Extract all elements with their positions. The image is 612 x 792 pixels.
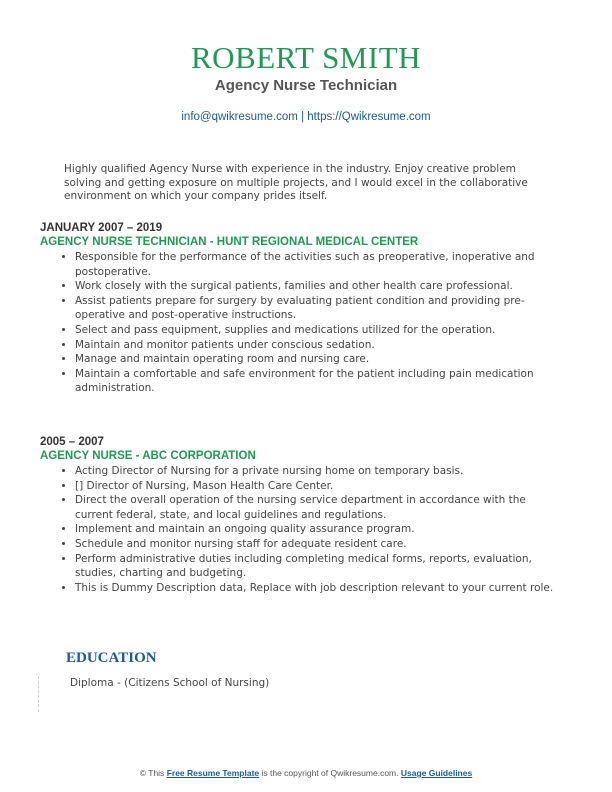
usage-guidelines-link[interactable]: Usage Guidelines <box>400 768 473 778</box>
job-bullet: • This is Dummy Description data, Replace with job description relevant to your current role. <box>75 581 560 596</box>
job-bullet: • Assist patients prepare for surgery by evaluating patient condition and providing pre-operative and post-operative instructions. <box>75 294 560 323</box>
footer-copyright: is the copyright of Qwikresume.com. <box>261 768 399 778</box>
free-resume-template-link[interactable]: Free Resume Template <box>166 768 260 778</box>
job-bullets <box>40 464 560 595</box>
job-bullet: • Manage and maintain operating room and nursing care. <box>75 352 560 367</box>
education-divider <box>38 676 39 712</box>
job-bullet: • Implement and maintain an ongoing quality assurance program. <box>75 522 560 537</box>
job-bullet: • Work closely with the surgical patients, families and other health care professional. <box>75 279 560 294</box>
footer-prefix: © This <box>139 768 165 778</box>
candidate-title: Agency Nurse Technician <box>214 77 398 94</box>
website-link[interactable]: https://Qwikresume.com <box>307 111 431 123</box>
job-employer: AGENCY NURSE - ABC CORPORATION <box>40 450 256 462</box>
email-link[interactable]: info@qwikresume.com <box>181 111 298 123</box>
job-bullet: • Direct the overall operation of the nursing service department in accordance with the current federal, state, and local guidelines and regulations. <box>75 493 560 522</box>
job-bullet: • Maintain and monitor patients under conscious sedation. <box>75 338 560 353</box>
job-dates: 2005 – 2007 <box>40 436 104 448</box>
job-bullet: • [] Director of Nursing, Mason Health Care Center. <box>75 479 560 494</box>
experience-entry <box>40 221 560 396</box>
job-bullet: • Perform administrative duties including completing medical forms, reports, evaluation, studies, charting and budgeting. <box>75 552 560 581</box>
job-employer: AGENCY NURSE TECHNICIAN - HUNT REGIONAL MEDICAL CENTER <box>40 236 419 248</box>
footer <box>0 768 612 778</box>
education-heading: EDUCATION <box>66 650 157 666</box>
candidate-name: ROBERT SMITH <box>190 40 422 75</box>
summary-text: Highly qualified Agency Nurse with experience in the industry. Enjoy creative problem solving and getting exposure on multiple projects, and I would excel in the collaborative environment on which your company prides itself. <box>64 163 528 202</box>
contact-separator: | <box>301 111 305 123</box>
job-bullet: • Responsible for the performance of the activities such as preoperative, inoperative and postoperative. <box>75 250 560 279</box>
job-bullets <box>40 250 560 396</box>
contact-line <box>0 111 612 123</box>
job-bullet: • Maintain a comfortable and safe environment for the patient including pain medication administration. <box>75 367 560 396</box>
experience-entry <box>40 435 560 595</box>
job-bullet: • Acting Director of Nursing for a private nursing home on temporary basis. <box>75 464 560 479</box>
job-bullet: • Schedule and monitor nursing staff for adequate resident care. <box>75 537 560 552</box>
education-item: Diploma - (Citizens School of Nursing) <box>70 677 270 689</box>
job-dates: JANUARY 2007 – 2019 <box>40 222 163 234</box>
job-bullet: • Select and pass equipment, supplies and medications utilized for the operation. <box>75 323 560 338</box>
